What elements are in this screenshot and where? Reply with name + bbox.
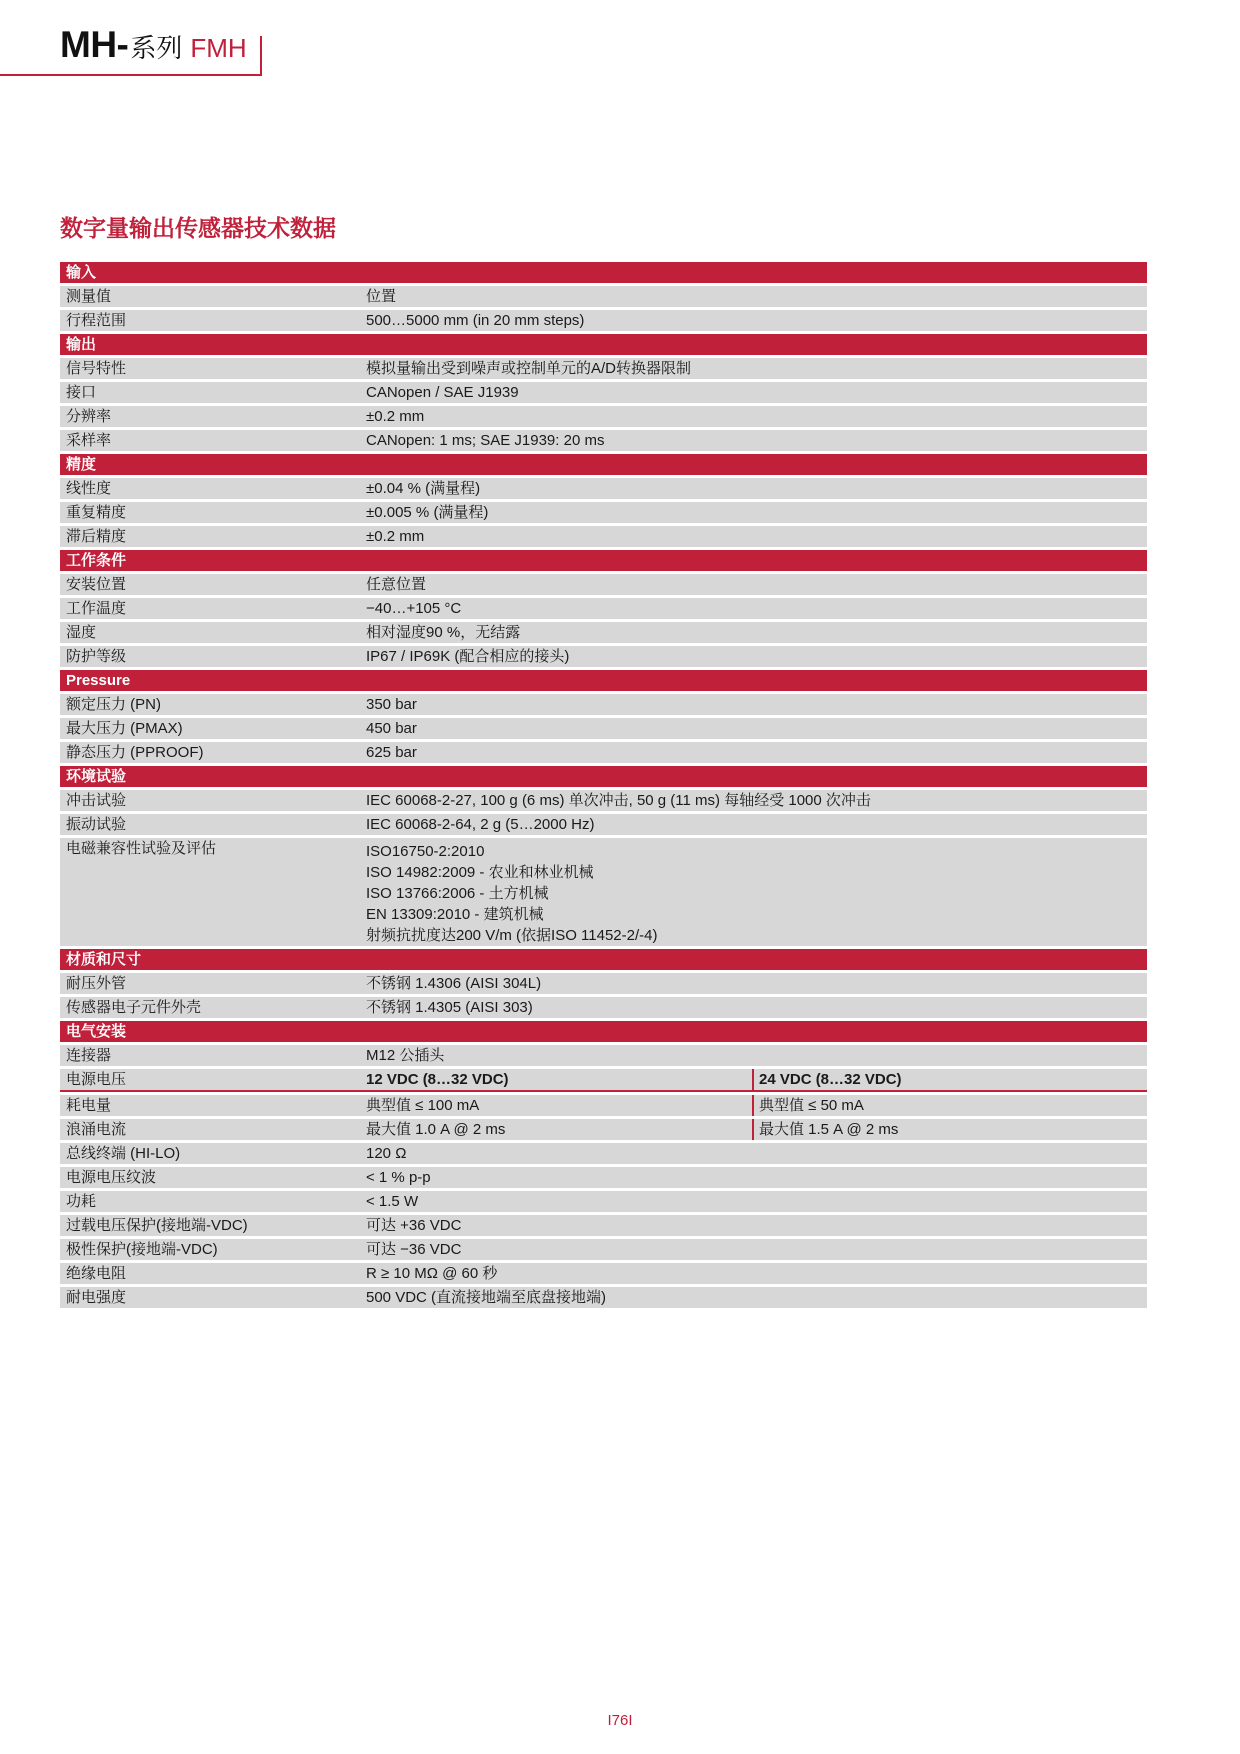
table-row xyxy=(60,478,1147,499)
row-value: ±0.2 mm xyxy=(366,528,425,545)
inrush-24v: 最大值 1.5 A @ 2 ms xyxy=(759,1121,899,1138)
emc-line: 射频抗扰度达200 V/m (依据ISO 11452-2/-4) xyxy=(366,927,658,944)
row-label: 接口 xyxy=(66,384,97,401)
row-value: 模拟量输出受到噪声或控制单元的A/D转换器限制 xyxy=(366,360,692,377)
page-number: I76I xyxy=(607,1712,633,1729)
row-label: 信号特性 xyxy=(66,360,127,377)
row-label: 电源电压纹波 xyxy=(66,1169,157,1186)
table-row xyxy=(60,526,1147,547)
row-label: 安装位置 xyxy=(66,576,127,593)
row-label: 冲击试验 xyxy=(66,792,127,809)
row-value: M12 公插头 xyxy=(366,1047,445,1064)
table-row xyxy=(60,1045,1147,1066)
row-label: 浪涌电流 xyxy=(66,1121,127,1138)
emc-line: ISO16750-2:2010 xyxy=(366,843,485,860)
row-label: 测量值 xyxy=(66,288,112,305)
row-value: 相对湿度90 %，无结露 xyxy=(366,624,521,641)
table-row xyxy=(60,1239,1147,1260)
row-value: R ≥ 10 MΩ @ 60 秒 xyxy=(366,1265,498,1282)
row-value: 不锈钢 1.4305 (AISI 303) xyxy=(366,999,533,1016)
row-label: 绝缘电阻 xyxy=(66,1265,127,1282)
row-value: 500…5000 mm (in 20 mm steps) xyxy=(366,312,585,329)
row-value: IEC 60068-2-64, 2 g (5…2000 Hz) xyxy=(366,816,595,833)
table-row xyxy=(60,358,1147,379)
page-header xyxy=(60,24,247,66)
category-pressure: Pressure xyxy=(60,670,1147,691)
category-material: 材质和尺寸 xyxy=(60,949,1147,970)
category-electrical: 电气安装 xyxy=(60,1021,1147,1042)
table-row xyxy=(60,622,1147,643)
row-value: 位置 xyxy=(366,288,397,305)
table-row xyxy=(60,382,1147,403)
row-label: 工作温度 xyxy=(66,600,127,617)
table-row xyxy=(60,430,1147,451)
row-value: 350 bar xyxy=(366,696,417,713)
row-label: 重复精度 xyxy=(66,504,127,521)
category-operating: 工作条件 xyxy=(60,550,1147,571)
row-value: 任意位置 xyxy=(366,576,427,593)
table-row-emc xyxy=(60,838,1147,946)
row-label: 振动试验 xyxy=(66,816,127,833)
category-accuracy: 精度 xyxy=(60,454,1147,475)
row-value: < 1.5 W xyxy=(366,1193,419,1210)
table-row xyxy=(60,1143,1147,1164)
table-row xyxy=(60,1191,1147,1212)
row-value: 450 bar xyxy=(366,720,417,737)
row-value: 625 bar xyxy=(366,744,417,761)
row-label: 线性度 xyxy=(66,480,112,497)
consumption-12v: 典型值 ≤ 100 mA xyxy=(366,1095,754,1116)
table-row xyxy=(60,502,1147,523)
table-row xyxy=(60,646,1147,667)
table-row xyxy=(60,598,1147,619)
row-label: 耗电量 xyxy=(66,1097,112,1114)
row-label: 采样率 xyxy=(66,432,112,449)
row-value: CANopen / SAE J1939 xyxy=(366,384,519,401)
emc-line: EN 13309:2010 - 建筑机械 xyxy=(366,906,544,923)
row-value: −40…+105 °C xyxy=(366,600,462,617)
row-value: ±0.2 mm xyxy=(366,408,425,425)
row-label: 电磁兼容性试验及评估 xyxy=(66,840,217,857)
row-value: ±0.005 % (满量程) xyxy=(366,504,489,521)
row-value: 500 VDC (直流接地端至底盘接地端) xyxy=(366,1289,607,1306)
header-rule xyxy=(0,74,262,76)
table-row xyxy=(60,286,1147,307)
table-row xyxy=(60,574,1147,595)
table-row xyxy=(60,718,1147,739)
row-value: IP67 / IP69K (配合相应的接头) xyxy=(366,648,570,665)
row-label: 耐电强度 xyxy=(66,1289,127,1306)
section-title: 数字量输出传感器技术数据 xyxy=(60,215,336,241)
row-value: IEC 60068-2-27, 100 g (6 ms) 单次冲击, 50 g (11 ms) 每轴经受 1000 次冲击 xyxy=(366,792,871,809)
row-value-multiline xyxy=(366,838,1147,946)
row-label: 过载电压保护(接地端-VDC) xyxy=(66,1217,248,1234)
row-label: 总线终端 (HI-LO) xyxy=(66,1145,181,1162)
split-cell xyxy=(366,1069,1147,1090)
table-row xyxy=(60,814,1147,835)
table-row xyxy=(60,1167,1147,1188)
row-label: 耐压外管 xyxy=(66,975,127,992)
header-suffix: 系列 xyxy=(130,33,183,63)
spec-table xyxy=(60,262,1147,1311)
row-label: 连接器 xyxy=(66,1047,112,1064)
row-value: 可达 +36 VDC xyxy=(366,1217,462,1234)
table-row xyxy=(60,1287,1147,1308)
row-value: 不锈钢 1.4306 (AISI 304L) xyxy=(366,975,542,992)
table-row xyxy=(60,973,1147,994)
voltage-12v: 12 VDC (8…32 VDC) xyxy=(366,1069,754,1090)
voltage-24v: 24 VDC (8…32 VDC) xyxy=(759,1071,902,1088)
table-row xyxy=(60,1215,1147,1236)
row-label: 行程范围 xyxy=(66,312,127,329)
table-row xyxy=(60,694,1147,715)
table-row xyxy=(60,997,1147,1018)
category-output: 输出 xyxy=(60,334,1147,355)
table-row xyxy=(60,1263,1147,1284)
row-label: 功耗 xyxy=(66,1193,97,1210)
row-label: 传感器电子元件外壳 xyxy=(66,999,202,1016)
row-label: 分辨率 xyxy=(66,408,112,425)
header-tick xyxy=(260,36,262,76)
table-row xyxy=(60,406,1147,427)
row-label: 电源电压 xyxy=(66,1071,127,1088)
row-label: 最大压力 (PMAX) xyxy=(66,720,183,737)
row-value: 120 Ω xyxy=(366,1145,407,1162)
inrush-12v: 最大值 1.0 A @ 2 ms xyxy=(366,1119,754,1140)
table-row xyxy=(60,1119,1147,1140)
table-row-voltage xyxy=(60,1069,1147,1092)
table-row xyxy=(60,742,1147,763)
header-product: FMH xyxy=(190,33,247,63)
emc-line: ISO 13766:2006 - 土方机械 xyxy=(366,885,549,902)
row-label: 静态压力 (PPROOF) xyxy=(66,744,204,761)
row-value: 可达 −36 VDC xyxy=(366,1241,462,1258)
category-environment: 环境试验 xyxy=(60,766,1147,787)
row-value: CANopen: 1 ms; SAE J1939: 20 ms xyxy=(366,432,605,449)
row-label: 防护等级 xyxy=(66,648,127,665)
table-row xyxy=(60,790,1147,811)
table-row xyxy=(60,310,1147,331)
row-value: ±0.04 % (满量程) xyxy=(366,480,481,497)
row-label: 极性保护(接地端-VDC) xyxy=(66,1241,218,1258)
row-label: 额定压力 (PN) xyxy=(66,696,161,713)
split-cell xyxy=(366,1119,1147,1140)
consumption-24v: 典型值 ≤ 50 mA xyxy=(759,1097,864,1114)
table-row xyxy=(60,1095,1147,1116)
emc-line: ISO 14982:2009 - 农业和林业机械 xyxy=(366,864,594,881)
row-label: 湿度 xyxy=(66,624,97,641)
split-cell xyxy=(366,1095,1147,1116)
category-input: 输入 xyxy=(60,262,1147,283)
header-series: MH- xyxy=(60,24,129,65)
row-label: 滞后精度 xyxy=(66,528,127,545)
row-value: < 1 % p-p xyxy=(366,1169,431,1186)
